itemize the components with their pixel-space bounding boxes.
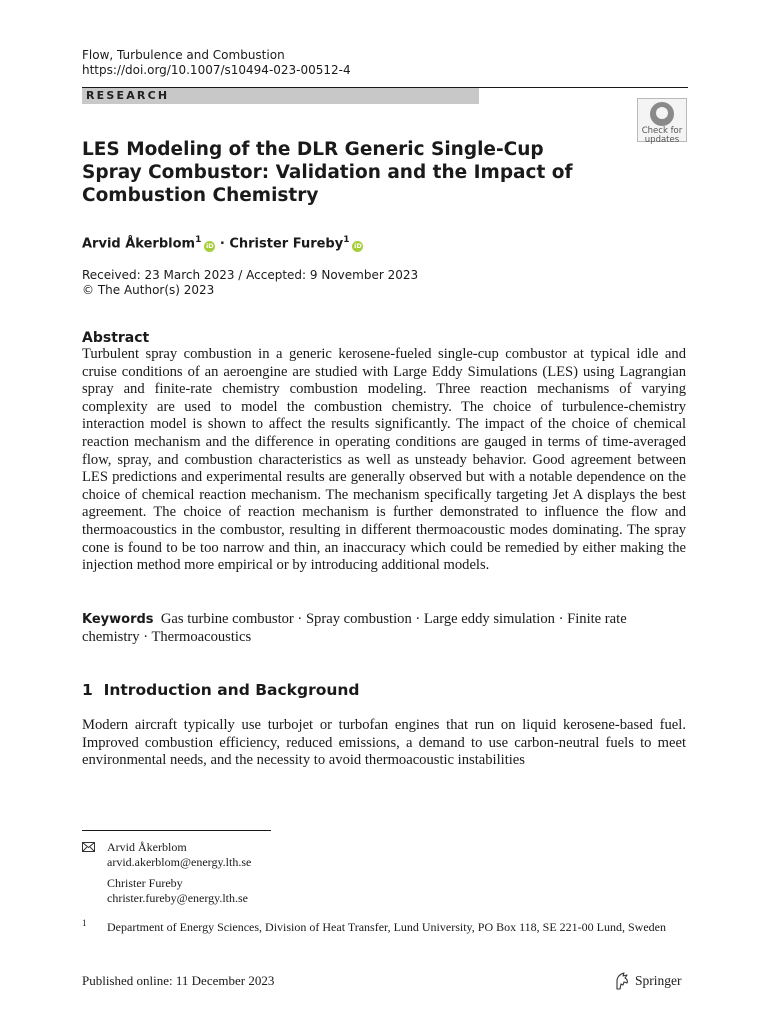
badge-line1: Check for — [641, 126, 683, 136]
author-name: Christer Fureby — [229, 236, 344, 252]
springer-label: Springer — [635, 973, 682, 988]
second-author-name: Christer Fureby — [107, 876, 183, 890]
second-author-email[interactable]: christer.fureby@energy.lth.se — [107, 891, 249, 905]
intro-paragraph: Modern aircraft typically use turbojet or turbofan engines that run on liquid kerosene-based fuel. Improved combustion efficiency, reduced emissions, a demand to use carbon-neutral fuels to meet environmental needs, and the necessity to avoid thermoacoustic instabilities — [82, 717, 686, 769]
corresponding-author-email[interactable]: arvid.akerblom@energy.lth.se — [107, 855, 252, 869]
author-separator: · — [219, 236, 225, 252]
badge-line2: updates — [644, 135, 680, 145]
springer-horse-icon — [614, 972, 630, 990]
published-date: Published online: 11 December 2023 — [82, 973, 275, 988]
author-affil-mark: 1 — [343, 235, 350, 245]
abstract-heading: Abstract — [82, 330, 150, 346]
orcid-icon[interactable]: iD — [206, 242, 214, 251]
check-for-updates-badge[interactable] — [637, 98, 687, 145]
check-updates-icon — [650, 102, 674, 126]
springer-logo — [614, 971, 682, 991]
footnote-rule — [82, 830, 271, 831]
corresponding-author-name: Arvid Åkerblom — [107, 840, 187, 854]
affiliation-mark: 1 — [82, 918, 87, 928]
abstract-text: Turbulent spray combustion in a generic kerosene-fueled single-cup combustor at typical idle and cruise conditions of an aeroengine are studied with Large Eddy Simulations (LES) using Lagrangian spray and finite-rate chemistry combustion modeling. Three reaction mechanisms of varying complexity are used to model the combustion chemistry. The choice of turbulence-chemistry interaction model is shown to affect the results significantly. The impact of the choice of chemical reaction mechanism and the difference in operating conditions are gauged in terms of time-averaged flow, spray, and combustion characteristics as well as unsteady behavior. Good agreement between LES predictions and experimental results are generally observed but with a notable dependence on the choice of chemical reaction mechanism. The mechanism specifically targeting Jet A displays the best agreement. The choice of reaction mechanism is further demonstrated to influence the flow and thermoacoustics in the combustor, resulting in different thermoacoustic modes dominating. The spray cone is found to be too narrow and thin, an inaccuracy which could be remedied by either making the injection method more empirical or by introducing additional models. — [82, 346, 686, 574]
keywords-text: Gas turbine combustor · Spray combustion · Large eddy simulation · Finite rate chemistry · Thermoacoustics — [82, 611, 627, 645]
keywords-label: Keywords — [82, 612, 154, 627]
author-name: Arvid Åkerblom — [82, 236, 196, 252]
orcid-icon[interactable]: iD — [354, 242, 362, 251]
section-title: Introduction and Background — [103, 681, 360, 699]
keywords — [82, 611, 686, 646]
journal-name: Flow, Turbulence and Combustion — [82, 48, 285, 62]
section-heading — [82, 680, 360, 700]
copyright: © The Author(s) 2023 — [82, 283, 215, 297]
section-number: 1 — [82, 681, 93, 699]
affiliation-text: Department of Energy Sciences, Division of Heat Transfer, Lund University, PO Box 118, SE 221-00 Lund, Sweden — [107, 920, 666, 934]
author-list — [82, 231, 363, 253]
article-title: LES Modeling of the DLR Generic Single-Cup Spray Combustor: Validation and the Impact of Combustion Chemistry — [82, 139, 573, 206]
article-dates: Received: 23 March 2023 / Accepted: 9 November 2023 — [82, 268, 419, 282]
doi-link[interactable]: https://doi.org/10.1007/s10494-023-00512-4 — [82, 63, 351, 77]
mail-icon — [82, 842, 95, 852]
author-affil-mark: 1 — [195, 235, 202, 245]
section-label-bar: RESEARCH — [82, 88, 479, 104]
